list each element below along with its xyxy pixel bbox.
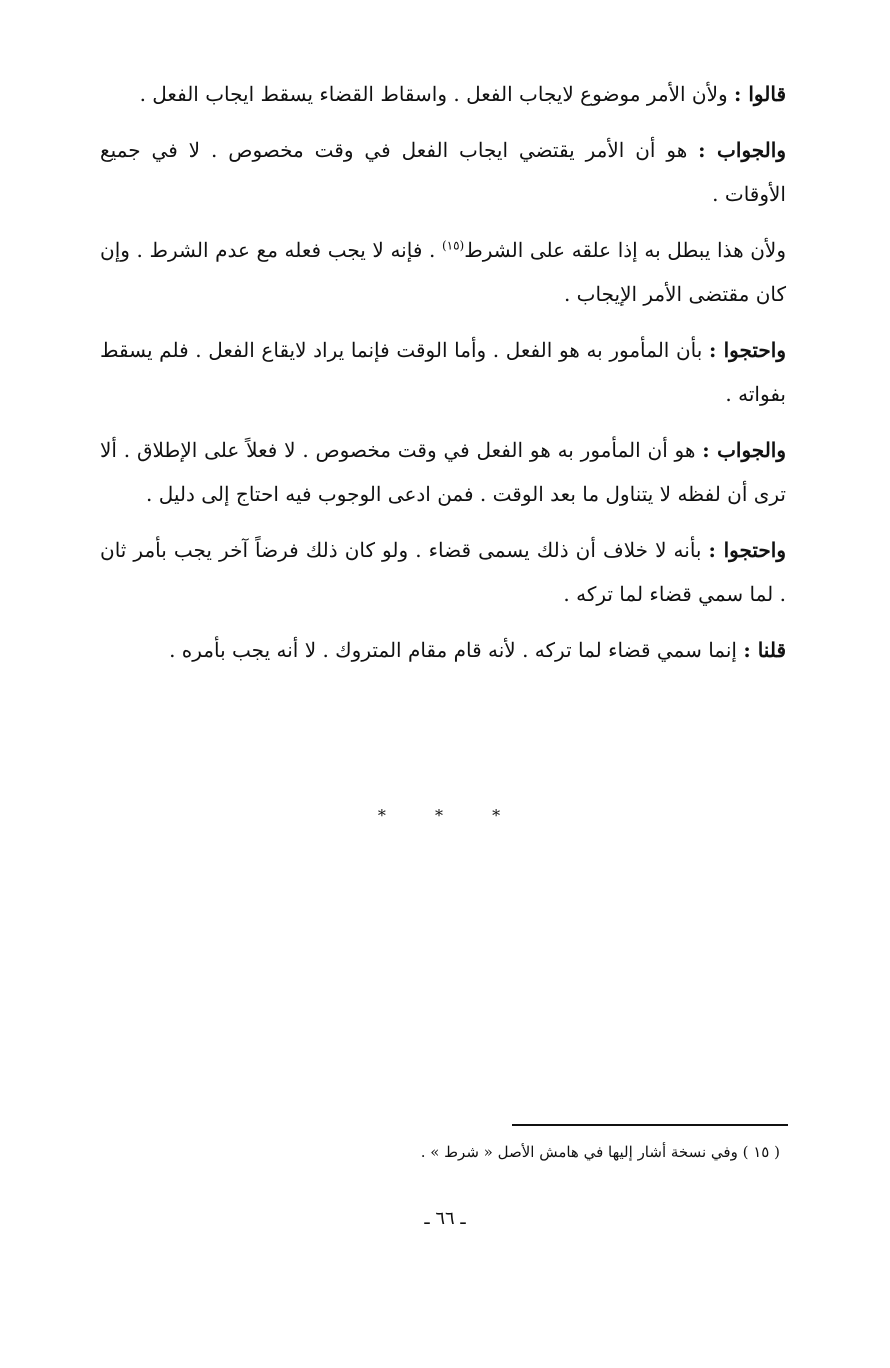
paragraph-lead: والجواب :: [698, 138, 786, 162]
paragraph: [100, 72, 786, 116]
paragraph-text: هو أن المأمور به هو الفعل في وقت مخصوص . لا فعلاً على الإطلاق . ألا ترى أن لفظه لا يتناول ما بعد الوقت . فمن ادعى الوجوب فيه احتاج إلى دليل .: [100, 438, 786, 506]
paragraph-text: ولأن هذا يبطل به إذا علقه على الشرط: [464, 238, 786, 262]
main-text: [100, 72, 786, 684]
section-separator: * * *: [377, 806, 523, 825]
footnote-reference: (١٥): [441, 238, 465, 253]
paragraph: [100, 628, 786, 672]
paragraph: [100, 328, 786, 416]
paragraph-text: ولأن الأمر موضوع لايجاب الفعل . واسقاط القضاء يسقط ايجاب الفعل .: [139, 82, 735, 106]
paragraph-lead: واحتجوا :: [708, 338, 786, 362]
paragraph-text: بأن المأمور به هو الفعل . وأما الوقت فإنما يراد لايقاع الفعل . فلم يسقط بفواته .: [100, 338, 786, 406]
footnote: ( ١٥ ) وفي نسخة أشار إليها في هامش الأصل « شرط » .: [420, 1143, 780, 1161]
paragraph-text: إنما سمي قضاء لما تركه . لأنه قام مقام المتروك . لا أنه يجب بأمره .: [169, 638, 744, 662]
paragraph: [100, 428, 786, 516]
page-number: ـ ٦٦ ـ: [424, 1208, 466, 1229]
paragraph-lead: قلنا :: [743, 638, 786, 662]
paragraph-text: بأنه لا خلاف أن ذلك يسمى قضاء . ولو كان ذلك فرضاً آخر يجب بأمر ثان . لما سمي قضاء لما تركه .: [100, 538, 786, 606]
paragraph: [100, 528, 786, 616]
paragraph-text-continued: . فإنه لا يجب فعله مع عدم الشرط . وإن كان مقتضى الأمر الإيجاب .: [100, 238, 786, 306]
paragraph: [100, 228, 786, 316]
footnote-rule: [512, 1124, 788, 1126]
paragraph-lead: قالوا :: [734, 82, 786, 106]
paragraph: [100, 128, 786, 216]
paragraph-lead: والجواب :: [702, 438, 787, 462]
paragraph-text: هو أن الأمر يقتضي ايجاب الفعل في وقت مخصوص . لا في جميع الأوقات .: [100, 138, 786, 206]
paragraph-lead: واحتجوا :: [708, 538, 787, 562]
